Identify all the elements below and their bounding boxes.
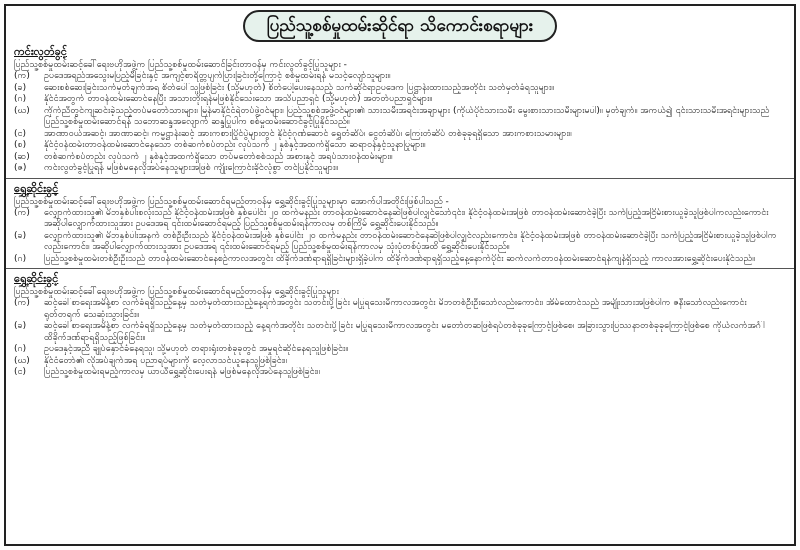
list-item (14, 344, 786, 356)
section-intro: ပြည်သူ့စစ်မှုထမ်းဆင့်ခေါ်ရေးဗဟိုအဖွဲ့က ပြည်သူ့စစ်မှုထမ်းဆောင်ခြင်းတာဝန်မှ ကင်းလွတ်ခွင့်ပြုသူများ - (14, 60, 347, 70)
section-heading: ရွှေ့ဆိုင်းခွင့် (14, 272, 59, 285)
item-text: အာဏာဝယ်အဆင့်၊ အာဏာဆင့်၊ ကမ္မဋ္ဌာန်းဆင့် အားကစားပြိုင်ပွဲများတွင် နိုင်ငံ့ဂုဏ်ဆောင် ရွှေတံဆိပ်၊ ငွေတံဆိပ်၊ ကြေးတံဆိပ် တစ်ခုခုရရှိသော အားကစားသမားများ။ (44, 128, 572, 139)
section-heading: ရွှေ့ဆိုင်းခွင့် (14, 181, 59, 195)
item-number: (က) (14, 298, 30, 308)
list-item (14, 94, 786, 106)
list-item (14, 321, 786, 344)
postponement-section (6, 271, 794, 379)
item-text: နိုင်ငံ့ဝန်ထမ်းတာဝန်ထမ်းဆောင်နေသော တစ်ဆက်စပ်တည်း လုပ်သက် ၂ နှစ်နှင့်အထက်ရှိသော ဆရာဝန်နှင့်သူနာပြုများ။ (44, 140, 426, 150)
item-number: (ဂ) (14, 344, 27, 354)
list-item (14, 208, 786, 231)
list-item (14, 356, 786, 368)
item-text: ဆင့်ခေါ်စာရေးအမိန့်စာ လက်ခံရရှိသည့်နေ့မှ သတ်မှတ်ထားသည့် နေ့ရက်အတိုင်း သတင်းပို့ခြင်း မပြုရသေးမီကာလအတွင်း မတော်တဆဖြစ်ရပ်တစ်ခုခုကြောင့်ဖြစ်စေ၊ အခြားသွားပြဿနာတစ်ခုခုကြောင့်ဖြစ်စေ ကိုယ်လက်အင်္ဂါ ထိခိုက်ဒဏ်ရာရရှိသည့်ဖြစ်ခြင်း။ (44, 321, 765, 343)
item-number: (က) (14, 207, 30, 218)
item-number: (ဂ) (14, 253, 27, 264)
item-text: ကိုက်ညီတွင်ကျဆင်းခဲ့သည့်တပ်မတော်သားများ၊ မြန်မာနိုင်ငံရဲတပ်ဖွဲ့ဝင်များ၊ ပြည်သူ့စစ်အဖွဲ့ဝင်များ၏ သားသမီးအရင်းအချာများ (ကိုယ်ပိုင်သားသမီး မွေးစားသားသမီးများမပါ)။ မှတ်ချက်။ အကယ်၍ ၎င်းသားသမီးအရင်းများသည် ပြည်သူ့စစ်မှုထမ်းဆောင်ရန် သဘောဆန္ဒအလျောက် ဆန္ဒပြုပါက စစ်မှုထမ်းဆောင်ခွင့်ပြုနိုင်သည်။ (44, 105, 770, 127)
page-title: ပြည်သူ့စစ်မှုထမ်းဆိုင်ရာ သိကောင်းစရာများ (243, 10, 557, 42)
list-item (14, 106, 786, 129)
list-item (14, 152, 786, 164)
section-divider (6, 178, 794, 179)
section-heading: ကင်းလွတ်ခွင့် (14, 45, 67, 58)
item-text: လျှောက်ထားသူ၏ မိဘနှစ်ပါးစလုံးသည် နိုင်ငံ့ဝန်ထမ်းအဖြစ် နှစ်ပေါင်း ၂၀ ထက်မနည်း တာဝန်ထမ်းဆောင်နေဆဲဖြစ်ပါလျှင်သော်၎င်း၊ နိုင်ငံ့ဝန်ထမ်းအဖြစ် တာဝန်ထမ်းဆောင်ခဲ့ပြီး သက်ပြည့်အငြိမ်းစားယူခဲ့သူဖြစ်ပါကလည်းကောင်း အဆိုပါလျှောက်ထားသူအား ဥပဒေအရ ၎င်းထမ်းဆောင်ရမည့် ပြည်သူ့စစ်မှုထမ်းရန်ကာလမှ တစ်ကြိမ် ရွှေ့ဆိုင်းပေးနိုင်သည်။ (44, 207, 769, 229)
item-text: တစ်ဆက်စပ်တည်း လုပ်သက် ၂ နှစ်နှင့်အထက်ရှိသော တပ်မတော်စစ်သည် အစားနှင့် အရပ်သားဝန်ထမ်းများ။ (44, 151, 393, 162)
list-item (14, 367, 786, 379)
title-banner (6, 6, 794, 42)
item-text: ဥပဒေအရည်အသွေးမပြည့်မီခြင်းနှင့် အကျင့်စာရိတ္တပျက်ပြားခြင်းတို့ကြောင့် စစ်မှုထမ်းရန် မသင့်လျော်သူများ။ (44, 71, 391, 81)
list-item (14, 231, 786, 254)
item-number: (ခ) (14, 321, 27, 331)
section-divider (6, 268, 794, 269)
item-number: (ဆ) (14, 151, 30, 162)
list-item (14, 254, 786, 266)
section-intro: ပြည်သူ့စစ်မှုထမ်းဆင့်ခေါ်ရေးဗဟိုအဖွဲ့က ပြည်သူ့စစ်မှုထမ်းဆောင်ရမည့်တာဝန်မှ ရွှေ့ဆိုင်းခွင့်ပြုသူများ (14, 287, 339, 297)
list-item (14, 140, 786, 152)
section-intro: ပြည်သူ့စစ်မှုထမ်းဆင့်ခေါ်ရေးဗဟိုအဖွဲ့က ပြည်သူ့စစ်မှုထမ်းဆောင်ရမည့်တာဝန်မှ ရွှေ့ဆိုင်းခွင့်ပြုသူများမှာ အောက်ပါအတိုင်းဖြစ်ပါသည် - (14, 196, 449, 207)
item-text: လျှောက်ထားသူ၏ မိဘနှစ်ပါးအနက် တစ်ဦးဦးသည် နိုင်ငံ့ဝန်ထမ်းအဖြစ် နှစ်ပေါင်း ၂၀ ထက်မနည်း တာဝန်ထမ်းဆောင်နေဆဲဖြစ်ပါလျှင်လည်းကောင်း၊ နိုင်ငံ့ဝန်ထမ်းအဖြစ် တာဝန်ထမ်းဆောင်ခဲ့ပြီး သက်ပြည့်အငြိမ်းစားယူခဲ့သူဖြစ်ပါက လည်းကောင်း၊ အဆိုပါလျှောက်ထားသူအား ဥပဒေအရ ၎င်းထမ်းဆောင်ရမည့် ပြည်သူ့စစ်မှုထမ်းရန်ကာလမှ သုံးပုံတစ်ပုံအထိ ရွှေ့ဆိုင်းပေးနိုင်သည်။ (44, 230, 777, 252)
list-item (14, 163, 786, 175)
item-text: နိုင်ငံတော်၏ လိုအပ်ချက်အရ ပညာရပ်များကို လေ့လာသင်ယူနေသူဖြစ်ခြင်း။ (44, 355, 287, 366)
item-text: နိုင်ငံအတွက် တာဝန်ထမ်းဆောင်နေပြီး အသားတိုးရန်မဖြစ်နိုင်သေးသော အသိပညာရှင် (သို့မဟုတ်) အတတ်ပညာရှင်များ။ (44, 94, 433, 104)
item-number: (စ) (14, 140, 27, 150)
deferment-section (6, 181, 794, 266)
list-item (14, 71, 786, 83)
item-number: (ဃ) (14, 105, 30, 116)
item-number: (ဃ) (14, 355, 30, 366)
list-item (14, 298, 786, 321)
list-item (14, 83, 786, 95)
item-text: ဥပဒေနှင့်အညီ ချုပ်နှောင်ခံနေရသူ၊ သို့မဟုတ် တရားရုံးတစ်ခုခုတွင် အမှုရင်ဆိုင်နေရသူဖြစ်ခြင်း။ (44, 344, 349, 354)
item-number: (ဇ) (14, 163, 27, 173)
item-number: (က) (14, 71, 30, 81)
item-text: ကင်းလွတ်ခွင့်ပြုရန် မဖြစ်မနေလိုအပ်နေသူများအဖြစ် ကျိုးကြောင်းခိုင်လုံစွာ တင်ပြနိုင်သူများ။ (44, 163, 338, 173)
item-number: (ဂ) (14, 94, 27, 104)
exemption-section (6, 44, 794, 175)
notice-page (4, 4, 796, 546)
item-text: ဆင့်ခေါ်စာရေးအမိန့်စာ လက်ခံရရှိသည့်နေ့မှ သတ်မှတ်ထားသည့်နေ့ရက်အတွင်း သတင်းပို့ခြင်း မပြုရသေးမီကာလအတွင်း မိဘတစ်ဦးဦးသော်လည်းကောင်း၊ အိမ်ထောင်သည် အမျိုးသားအဖြစ်ပါက ဇနီးသော်လည်းကောင်း ရုတ်တရက် သေဆုံးသွားခြင်း။ (44, 298, 747, 320)
item-text: ပြည်သူ့စစ်မှုထမ်းရမည့်ကာလမှ ယာယီရွှေ့ဆိုင်းပေးရန် မဖြစ်မနေလိုအပ်နေသူဖြစ်ခြင်း။ (44, 367, 320, 377)
item-number: (ခ) (14, 82, 27, 93)
item-text: ဆေးစစ်ဆေးခြင်းသက်မှတ်ချက်အရ စိတ်ပေါ်သူဖြစ်ခြင်း (သို့မဟုတ်) စိတ်ပေါ့ပေးနေသည့် သက်ဆိုင်ရာဥပဒေက ပြဋ္ဌာန်းထားသည့်အတိုင်း သတ်မှတ်ခံရသူများ။ (44, 82, 554, 93)
list-item (14, 129, 786, 141)
item-number: (ခ) (14, 230, 27, 241)
item-number: (င) (14, 128, 27, 139)
item-text: ပြည်သူ့စစ်မှုထမ်းတစ်ဦးဦးသည် တာဝန်ထမ်းဆောင်နေစဉ်ကာလအတွင်း ထိခိုက်ဒဏ်ရာရရှိခြင်းများရှိခဲ့ပါက ထိခိုက်ဒဏ်ရာရရှိသည့်နေ့နောက်ပိုင်း ဆက်လက်တာဝန်ထမ်းဆောင်ရန်ကျန်ရှိသည့် ကာလအားရွှေ့ဆိုင်းပေးနိုင်သည်။ (44, 253, 755, 264)
item-number: (င) (14, 367, 27, 377)
